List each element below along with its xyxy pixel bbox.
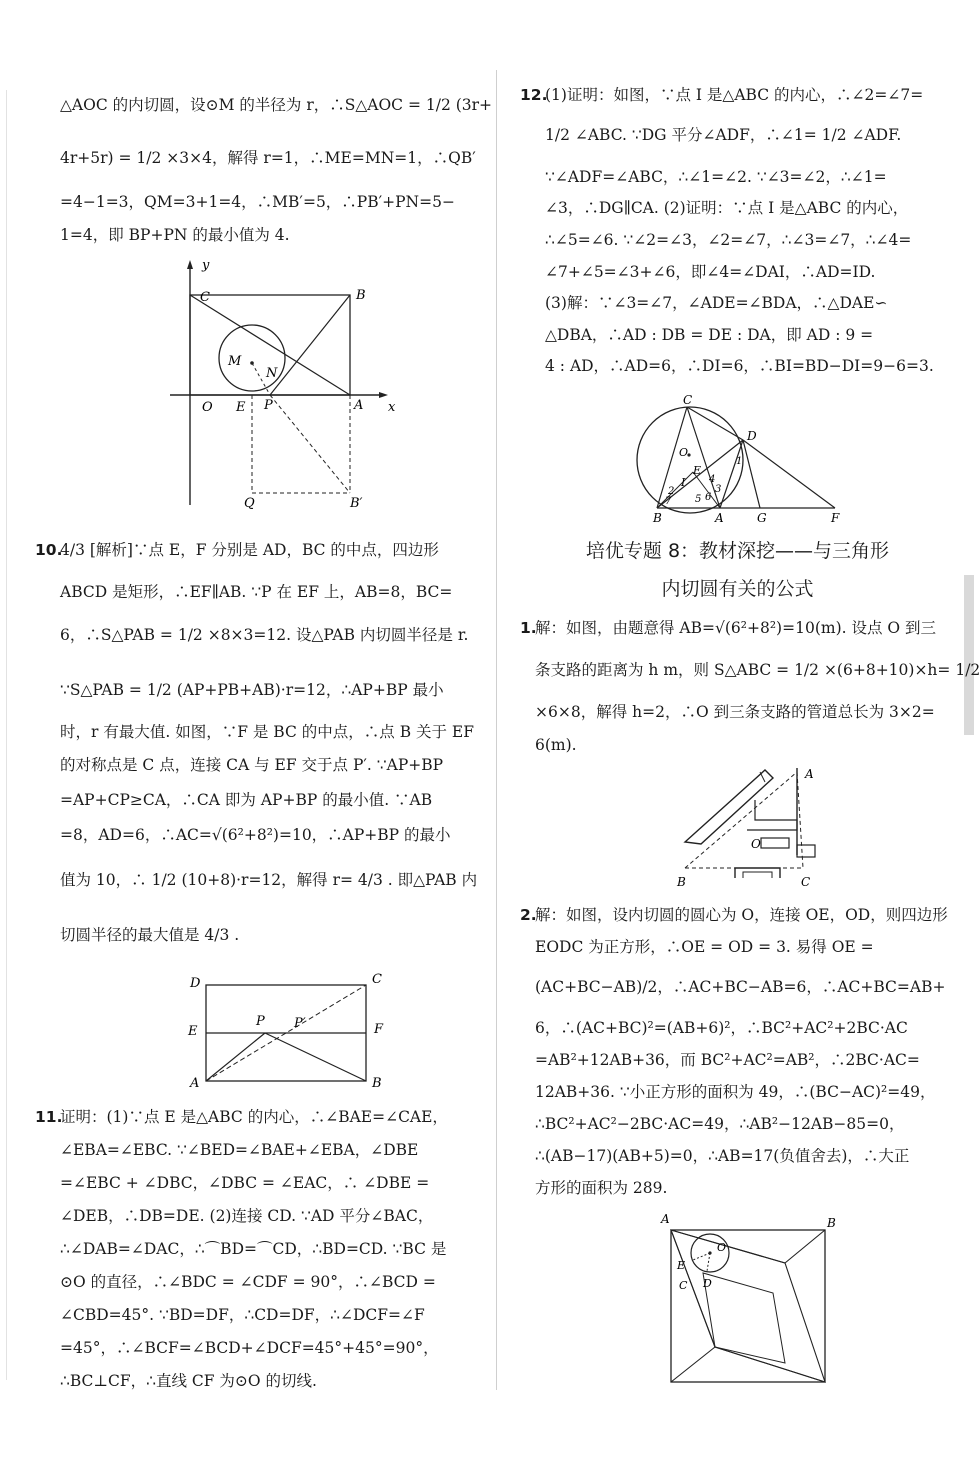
q2-line-8: ∴(AB−17)(AB+5)=0，∴AB=17(负值舍去)，∴大正 <box>535 1147 910 1165</box>
p10-line-4: ∵S△PAB = 1/2 (AP+PB+AB)·r=12，∴AP+BP 最小 <box>60 681 444 699</box>
p10-number: 10. <box>35 541 63 559</box>
p11-line-8: =45°，∴∠BCF=∠BCD+∠DCF=45°+45°=90°， <box>60 1339 439 1357</box>
fig10-label-d: D <box>190 976 201 991</box>
p9-line-2: 4r+5r) = 1/2 ×3×4，解得 r=1，∴ME=MN=1，∴QB′ <box>60 149 476 167</box>
p11-line-4: ∠DEB，∴DB=DE. (2)连接 CD. ∵AD 平分∠BAC， <box>60 1207 434 1225</box>
fig12-label-3: 3 <box>715 484 722 495</box>
fig10-label-p: P <box>256 1014 265 1029</box>
p11-line-3: =∠EBC + ∠DBC，∠DBC = ∠EAC，∴ ∠DBE = <box>60 1174 430 1192</box>
fig-q1-label-a: A <box>805 767 814 781</box>
q1-line-4: 6(m). <box>535 736 577 754</box>
fig12-label-f: F <box>831 511 840 525</box>
p9-line-3: =4−1=3，QM=3+1=4，∴MB′=5，∴PB′+PN=5− <box>60 193 455 211</box>
q1-line-1: 解：如图，由题意得 AB=√(6²+8²)=10(m). 设点 O 到三 <box>535 619 937 637</box>
figure-q1 <box>665 760 825 892</box>
fig12-label-1: 1 <box>736 456 743 467</box>
fig9-label-e: E <box>236 400 246 415</box>
p11-line-7: ∠CBD=45°. ∵BD=DF，∴CD=DF，∴∠DCF=∠F <box>60 1306 425 1324</box>
fig10-label-c: C <box>372 972 382 987</box>
p12-line-5: ∴∠5=∠6. ∵∠2=∠3，∠2=∠7，∴∠3=∠7，∴∠4= <box>545 231 912 249</box>
fig10-label-a: A <box>190 1076 200 1091</box>
p10-line-8: =8，AD=6，∴AC=√(6²+8²)=10，∴AP+BP 的最小 <box>60 826 451 844</box>
fig9-label-n: N <box>266 366 278 381</box>
p12-line-7: (3)解：∵∠3=∠7，∠ADE=∠BDA，∴△DAE∽ <box>545 294 888 312</box>
fig9-label-c: C <box>200 290 210 305</box>
fig9-label-m: M <box>228 354 242 369</box>
p12-line-3: ∵∠ADF=∠ABC，∴∠1=∠2. ∵∠3=∠2，∴∠1= <box>545 168 887 186</box>
q1-number: 1. <box>520 619 537 637</box>
section-title-line-2: 内切圆有关的公式 <box>661 578 814 600</box>
fig9-label-b: B <box>356 288 366 303</box>
fig12-label-2: 2 <box>668 486 675 497</box>
fig12-label-i: I <box>681 476 686 489</box>
p10-line-3: 6，∴S△PAB = 1/2 ×8×3=12. 设△PAB 内切圆半径是 r. <box>60 626 469 644</box>
fig10-label-e: E <box>188 1024 198 1039</box>
p12-line-1: (1)证明：如图，∵点 I 是△ABC 的内心，∴∠2=∠7= <box>545 86 924 104</box>
q2-line-9: 方形的面积为 289. <box>535 1179 668 1197</box>
p12-line-8: △DBA，∴AD : DB = DE : DA，即 AD : 9 = <box>545 326 874 344</box>
fig12-label-5: 5 <box>695 494 702 505</box>
p9-line-1: △AOC 的内切圆，设⊙M 的半径为 r，∴S△AOC = 1/2 (3r+ <box>60 96 493 114</box>
fig-q2-label-c: C <box>679 1279 688 1292</box>
fig10-label-p-prime: P′ <box>294 1016 306 1031</box>
p11-number: 11. <box>35 1108 63 1126</box>
figure-12 <box>635 390 855 525</box>
p10-line-7: =AP+CP≥CA，∴CA 即为 AP+BP 的最小值. ∵AB <box>60 791 433 809</box>
fig10-label-f: F <box>374 1022 384 1037</box>
fig9-label-a: A <box>354 398 364 413</box>
q2-number: 2. <box>520 906 537 924</box>
fig9-label-p: P <box>264 398 273 413</box>
p11-line-9: ∴BC⊥CF，∴直线 CF 为⊙O 的切线. <box>60 1372 317 1390</box>
fig9-label-q: Q <box>244 496 255 511</box>
p10-line-10: 切圆半径的最大值是 4/3 . <box>60 926 240 944</box>
fig-q1-label-b: B <box>677 875 686 889</box>
fig12-label-4: 4 <box>709 474 716 485</box>
p11-line-1: 证明：(1)∵点 E 是△ABC 的内心，∴∠BAE=∠CAE， <box>60 1108 448 1126</box>
p11-line-2: ∠EBA=∠EBC. ∵∠BED=∠BAE+∠EBA，∠DBE <box>60 1141 419 1159</box>
p12-line-2: 1/2 ∠ABC. ∵DG 平分∠ADF，∴∠1= 1/2 ∠ADF. <box>545 126 902 144</box>
fig12-label-g: G <box>757 511 767 525</box>
figure-q2 <box>655 1205 845 1390</box>
fig-q2-label-e: E <box>677 1259 686 1272</box>
p11-line-6: ⊙O 的直径，∴∠BDC = ∠CDF = 90°，∴∠BCD = <box>60 1273 436 1291</box>
fig12-label-e: E <box>693 464 702 477</box>
p10-line-5: 时，r 有最大值. 如图，∵F 是 BC 的中点，∴点 B 关于 EF <box>60 723 475 741</box>
p10-line-6: 的对称点是 C 点，连接 CA 与 EF 交于点 P′. ∵AP+BP <box>60 756 444 774</box>
fig12-label-6: 6 <box>705 492 712 503</box>
p12-line-4: ∠3，∴DG∥CA. (2)证明：∵点 I 是△ABC 的内心， <box>545 199 909 217</box>
p10-line-1: 4/3 [解析]∵点 E，F 分别是 AD，BC 的中点，四边形 <box>60 541 439 559</box>
q1-line-2: 条支路的距离为 h m，则 S△ABC = 1/2 ×(6+8+10)×h= 1/2 <box>535 661 980 679</box>
fig12-label-a: A <box>715 511 724 525</box>
q2-line-1: 解：如图，设内切圆的圆心为 O，连接 OE，OD，则四边形 <box>535 906 948 924</box>
p12-line-6: ∠7+∠5=∠3+∠6，即∠4=∠DAI，∴AD=ID. <box>545 263 876 281</box>
fig-q2-label-d: D <box>703 1277 712 1290</box>
q2-line-4: 6，∴(AC+BC)²=(AB+6)²，∴BC²+AC²+2BC·AC <box>535 1019 908 1037</box>
section-title-line-1: 培优专题 8：教材深挖——与三角形 <box>585 540 890 562</box>
p12-line-9: 4 : AD，∴AD=6，∴DI=6，∴BI=BD−DI=9−6=3. <box>545 357 934 375</box>
p10-line-9: 值为 10，∴ 1/2 (10+8)·r=12，解得 r= 4/3 . 即△PAB 内 <box>60 871 478 889</box>
fig-q1-label-c: C <box>801 875 811 889</box>
q1-line-3: ×6×8，解得 h=2，∴O 到三条支路的管道总长为 3×2= <box>535 703 935 721</box>
fig-q2-label-o: O <box>717 1241 727 1254</box>
fig9-label-b-prime: B′ <box>350 496 363 511</box>
q2-line-7: ∴BC²+AC²−2BC·AC=49，∴AB²−12AB−85=0， <box>535 1115 905 1133</box>
fig12-label-d: D <box>747 429 757 443</box>
column-divider <box>496 70 497 1390</box>
fig-q2-label-a: A <box>661 1212 670 1226</box>
fig12-label-b: B <box>653 511 662 525</box>
p12-number: 12. <box>520 86 548 104</box>
page-side-tab <box>964 575 974 735</box>
p11-line-5: ∴∠DAB=∠DAC，∴⌒BD=⌒CD，∴BD=CD. ∵BC 是 <box>60 1240 447 1258</box>
q2-line-3: (AC+BC−AB)/2，∴AC+BC−AB=6，∴AC+BC=AB+ <box>535 978 946 996</box>
page-edge-line <box>6 90 7 1380</box>
q2-line-6: 12AB+36. ∵小正方形的面积为 49，∴(BC−AC)²=49， <box>535 1083 936 1101</box>
fig10-label-b: B <box>372 1076 382 1091</box>
fig12-label-c: C <box>683 393 693 407</box>
fig-q2-label-b: B <box>827 1216 836 1230</box>
fig12-label-o: O <box>679 446 689 459</box>
fig9-label-o: O <box>202 400 213 415</box>
p10-line-2: ABCD 是矩形，∴EF∥AB. ∵P 在 EF 上，AB=8，BC= <box>60 583 453 601</box>
fig9-label-y: y <box>202 258 210 273</box>
figure-10 <box>180 965 400 1095</box>
fig-q1-label-o: O <box>751 837 761 851</box>
q2-line-5: =AB²+12AB+36，而 BC²+AC²=AB²，∴2BC·AC= <box>535 1051 920 1069</box>
figure-9 <box>160 255 396 515</box>
p9-line-4: 1=4，即 BP+PN 的最小值为 4. <box>60 226 290 244</box>
q2-line-2: EODC 为正方形，∴OE = OD = 3. 易得 OE = <box>535 938 874 956</box>
fig12-label-7: 7 <box>665 496 672 507</box>
fig9-label-x: x <box>388 400 396 415</box>
